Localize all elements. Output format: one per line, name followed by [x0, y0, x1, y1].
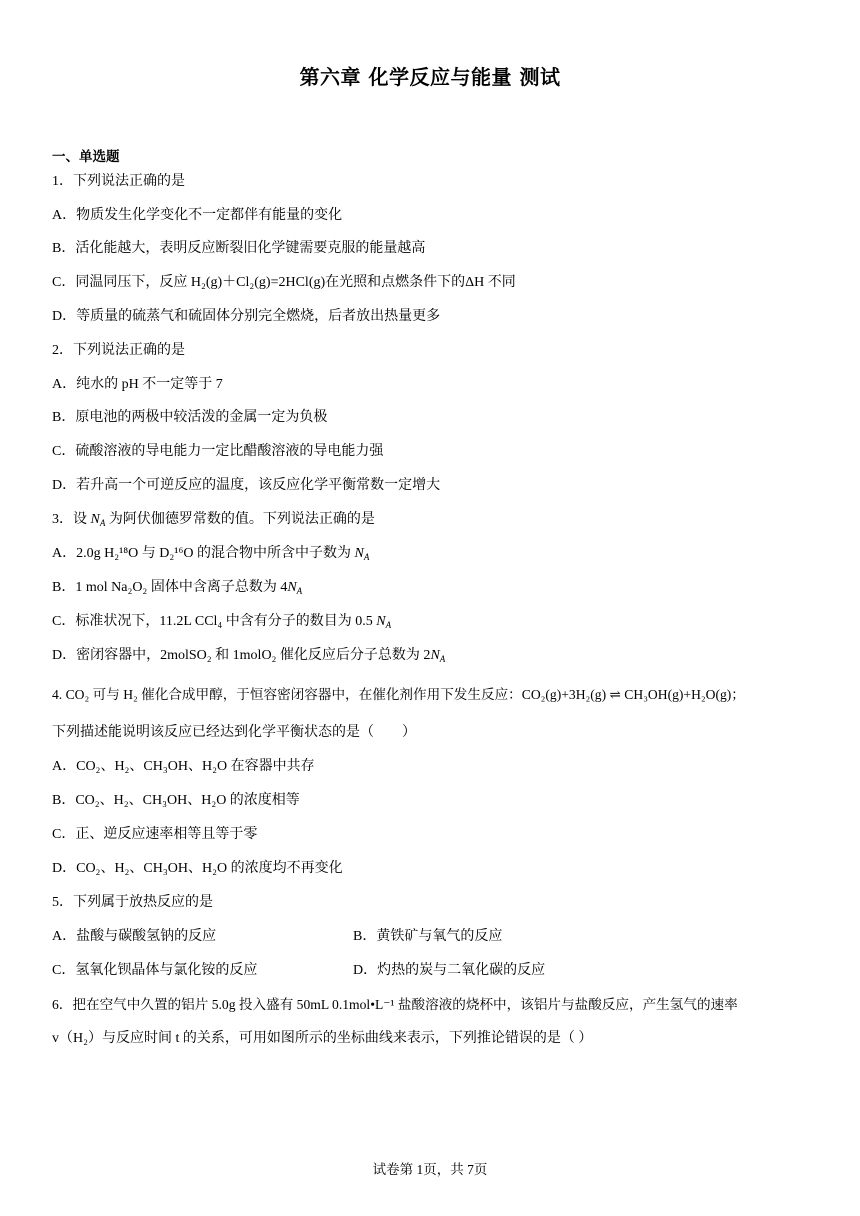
q1-option-a: A．物质发生化学变化不一定都伴有能量的变化 [52, 208, 343, 223]
q5-option-c: C．氢氧化钡晶体与氯化铵的反应 [52, 963, 258, 978]
q3-option-c: C．标准状况下，11.2L CCl₄ 中含有分子的数目为 0.5 $N_A$ [52, 614, 392, 630]
page-title: 第六章 化学反应与能量 测试 [299, 65, 561, 89]
section-heading: 一、单选题 [52, 149, 120, 165]
q1-option-d: D．等质量的硫蒸气和硫固体分别完全燃烧，后者放出热量更多 [52, 309, 441, 324]
q6-stem-line1: 6．把在空气中久置的铝片 5.0g 投入盛有 50mL 0.1mol•L⁻¹ 盐酸溶液的烧杯中，该铝片与盐酸反应，产生氢气的速率 [52, 997, 738, 1012]
page-footer: 试卷第 1页，共 7页 [372, 1162, 488, 1177]
q4-option-a: A．CO₂、H₂、CH₃OH、H₂O 在容器中共存 [52, 759, 315, 774]
q2-option-c: C．硫酸溶液的导电能力一定比醋酸溶液的导电能力强 [52, 444, 384, 459]
q1-option-b: B．活化能越大，表明反应断裂旧化学键需要克服的能量越高 [52, 241, 426, 256]
q4-option-d: D．CO₂、H₂、CH₃OH、H₂O 的浓度均不再变化 [52, 861, 343, 876]
q5-option-a: A．盐酸与碳酸氢钠的反应 [52, 929, 217, 944]
q4-option-b: B．CO₂、H₂、CH₃OH、H₂O 的浓度相等 [52, 793, 300, 808]
q3-option-b: B．1 mol Na₂O₂ 固体中含离子总数为 $4N_A$ [52, 580, 303, 596]
q2-option-a: A．纯水的 pH 不一定等于 7 [52, 377, 223, 392]
q2-option-b: B．原电池的两极中较活泼的金属一定为负极 [52, 410, 328, 425]
q5-option-d: D．灼热的炭与二氧化碳的反应 [353, 963, 546, 978]
q6-stem-line2: v（H₂）与反应时间 t 的关系，可用如图所示的坐标曲线来表示，下列推论错误的是（ ） [52, 1031, 593, 1046]
q3-stem: 3．设 $N_A$ 为阿伏伽德罗常数的值。下列说法正确的是 [52, 512, 375, 528]
q3-option-d: D．密闭容器中，2molSO₂ 和 1molO₂ 催化反应后分子总数为 $2N_A$ [52, 648, 446, 664]
q2-stem: 2．下列说法正确的是 [52, 343, 185, 358]
q4-stem-line2: 下列描述能说明该反应已经达到化学平衡状态的是（ ） [52, 725, 416, 740]
q5-option-b: B．黄铁矿与氧气的反应 [353, 929, 503, 944]
q1-option-c: C．同温同压下，反应 H₂(g)＋Cl₂(g)=2HCl(g)在光照和点燃条件下的ΔH 不同 [52, 275, 516, 290]
q4-option-c: C．正、逆反应速率相等且等于零 [52, 827, 258, 842]
q5-stem: 5．下列属于放热反应的是 [52, 895, 213, 910]
q1-stem: 1．下列说法正确的是 [52, 174, 185, 189]
q4-stem-line1: 4. CO₂ 可与 H₂ 催化合成甲醇，于恒容密闭容器中，在催化剂作用下发生反应：CO₂(g)+3H₂(g) ⇌ CH₃OH(g)+H₂O(g)； [52, 687, 745, 702]
q3-option-a: A．2.0g H₂¹⁸O 与 D₂¹⁶O 的混合物中所含中子数为 $N_A$ [52, 546, 370, 562]
q2-option-d: D．若升高一个可逆反应的温度，该反应化学平衡常数一定增大 [52, 478, 441, 493]
